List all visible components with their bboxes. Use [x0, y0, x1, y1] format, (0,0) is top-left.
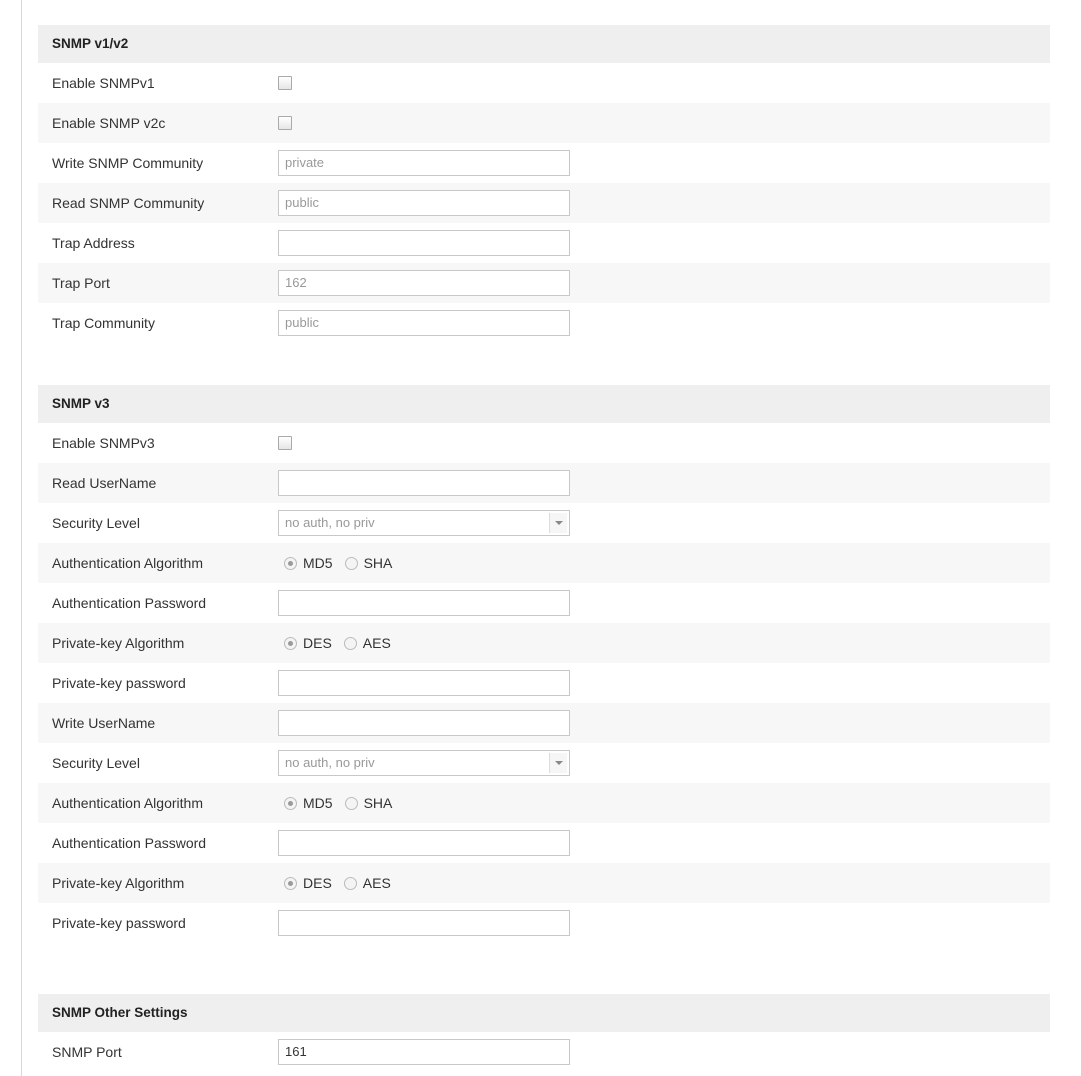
read-auth-password-input[interactable]	[278, 590, 570, 616]
enable-snmpv1-label: Enable SNMPv1	[52, 75, 155, 91]
write-auth-password-input[interactable]	[278, 830, 570, 856]
write-privkey-password-label: Private-key password	[52, 915, 186, 931]
read-community-row	[38, 183, 1050, 223]
trap-address-row	[38, 223, 1050, 263]
write-community-input[interactable]: private	[278, 150, 570, 176]
chevron-down-icon[interactable]	[549, 513, 567, 533]
write-username-row	[38, 703, 1050, 743]
enable-snmpv1-row	[38, 63, 1050, 103]
write-username-label: Write UserName	[52, 715, 156, 731]
write-auth-sha-radio[interactable]	[345, 797, 358, 810]
read-auth-algorithm-label: Authentication Algorithm	[52, 555, 203, 571]
snmp-other-section	[38, 994, 1050, 1074]
write-auth-algorithm-row	[38, 783, 1050, 823]
read-username-input[interactable]	[278, 470, 570, 496]
read-privkey-algorithm-radios	[284, 623, 403, 663]
read-auth-md5-radio[interactable]	[284, 557, 297, 570]
trap-address-input[interactable]	[278, 230, 570, 256]
read-username-row	[38, 463, 1050, 503]
read-community-input[interactable]: public	[278, 190, 570, 216]
read-auth-sha-label: SHA	[363, 555, 393, 571]
trap-port-label: Trap Port	[52, 275, 110, 291]
write-security-level-select[interactable]	[278, 750, 570, 776]
write-privkey-password-input[interactable]	[278, 910, 570, 936]
write-auth-md5-label: MD5	[303, 795, 333, 811]
read-security-level-select[interactable]	[278, 510, 570, 536]
write-privkey-algorithm-radios	[284, 863, 403, 903]
write-security-level-value: no auth, no priv	[285, 755, 375, 770]
trap-port-input[interactable]: 162	[278, 270, 570, 296]
trap-community-label: Trap Community	[52, 315, 155, 331]
snmp-v1v2-section	[38, 25, 1050, 355]
enable-snmpv3-label: Enable SNMPv3	[52, 435, 155, 451]
read-username-label: Read UserName	[52, 475, 157, 491]
read-security-level-value: no auth, no priv	[285, 515, 375, 530]
read-community-label: Read SNMP Community	[52, 195, 205, 211]
read-privkey-algorithm-row	[38, 623, 1050, 663]
read-auth-algorithm-radios	[284, 543, 404, 583]
enable-snmpv2c-row	[38, 103, 1050, 143]
snmp-port-label: SNMP Port	[52, 1044, 122, 1060]
trap-community-row	[38, 303, 1050, 343]
read-privkey-des-label: DES	[303, 635, 332, 651]
write-privkey-aes-label: AES	[362, 875, 391, 891]
read-auth-password-label: Authentication Password	[52, 595, 207, 611]
snmp-port-row	[38, 1032, 1050, 1072]
enable-snmpv1-checkbox[interactable]	[278, 76, 292, 90]
read-auth-algorithm-row	[38, 543, 1050, 583]
write-auth-algorithm-label: Authentication Algorithm	[52, 795, 203, 811]
snmp-v1v2-header: SNMP v1/v2	[38, 25, 1050, 63]
read-privkey-aes-radio[interactable]	[344, 637, 357, 650]
read-security-level-row	[38, 503, 1050, 543]
write-auth-sha-label: SHA	[363, 795, 393, 811]
write-auth-password-row	[38, 823, 1050, 863]
write-privkey-algorithm-label: Private-key Algorithm	[52, 875, 185, 891]
snmp-v3-header: SNMP v3	[38, 385, 1050, 423]
enable-snmpv2c-checkbox[interactable]	[278, 116, 292, 130]
trap-community-input[interactable]: public	[278, 310, 570, 336]
write-community-label: Write SNMP Community	[52, 155, 204, 171]
write-privkey-password-row	[38, 903, 1050, 943]
read-privkey-password-label: Private-key password	[52, 675, 186, 691]
trap-address-label: Trap Address	[52, 235, 135, 251]
write-privkey-aes-radio[interactable]	[344, 877, 357, 890]
read-privkey-aes-label: AES	[362, 635, 391, 651]
write-privkey-des-radio[interactable]	[284, 877, 297, 890]
chevron-down-icon[interactable]	[549, 753, 567, 773]
read-security-level-label: Security Level	[52, 515, 140, 531]
write-auth-md5-radio[interactable]	[284, 797, 297, 810]
left-frame-border	[21, 0, 22, 1076]
read-auth-password-row	[38, 583, 1050, 623]
write-auth-password-label: Authentication Password	[52, 835, 207, 851]
trap-port-row	[38, 263, 1050, 303]
enable-snmpv2c-label: Enable SNMP v2c	[52, 115, 166, 131]
read-privkey-password-input[interactable]	[278, 670, 570, 696]
write-auth-algorithm-radios	[284, 783, 404, 823]
read-privkey-algorithm-label: Private-key Algorithm	[52, 635, 185, 651]
read-privkey-des-radio[interactable]	[284, 637, 297, 650]
read-auth-sha-radio[interactable]	[345, 557, 358, 570]
write-security-level-label: Security Level	[52, 755, 140, 771]
write-community-row	[38, 143, 1050, 183]
write-security-level-row	[38, 743, 1050, 783]
write-privkey-des-label: DES	[303, 875, 332, 891]
enable-snmpv3-checkbox[interactable]	[278, 436, 292, 450]
read-auth-md5-label: MD5	[303, 555, 333, 571]
read-privkey-password-row	[38, 663, 1050, 703]
write-username-input[interactable]	[278, 710, 570, 736]
snmp-v3-section	[38, 385, 1050, 931]
snmp-port-input[interactable]: 161	[278, 1039, 570, 1065]
write-privkey-algorithm-row	[38, 863, 1050, 903]
enable-snmpv3-row	[38, 423, 1050, 463]
snmp-other-header: SNMP Other Settings	[38, 994, 1050, 1032]
